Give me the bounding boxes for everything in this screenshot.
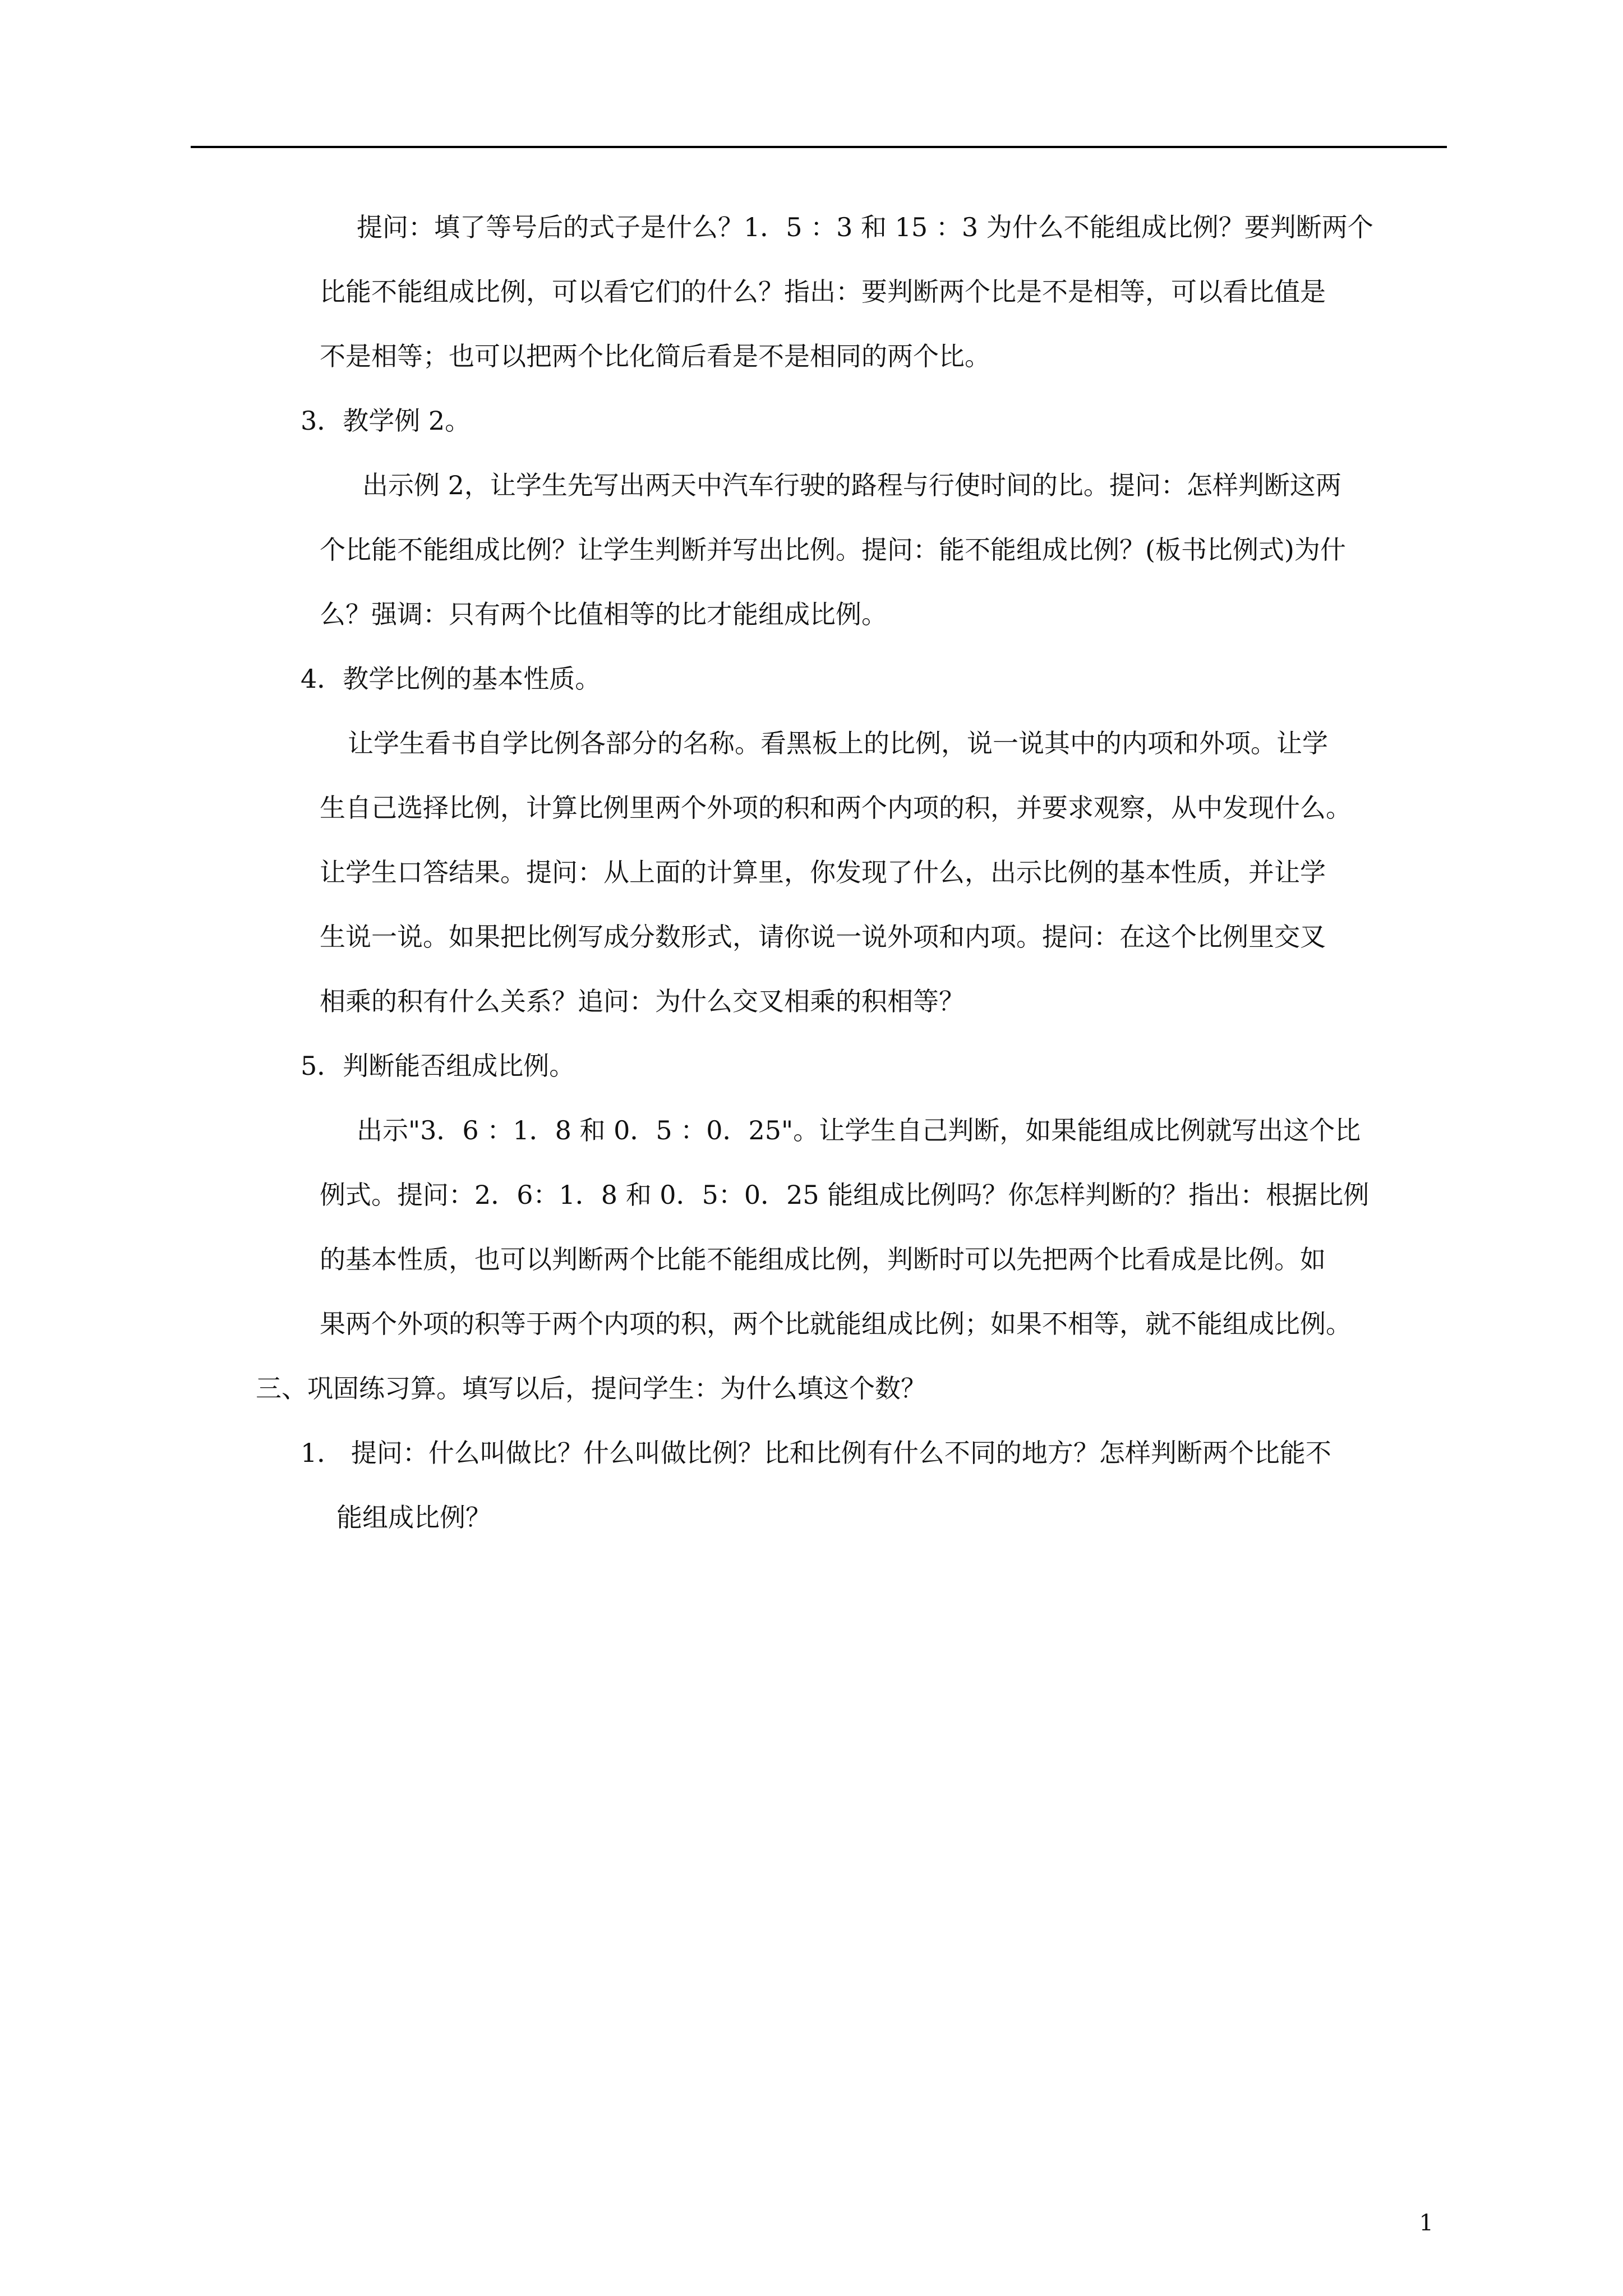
text-line: 三、巩固练习算。填写以后，提问学生：为什么填这个数？ [256, 1373, 926, 1404]
text-line: 出示例 2，让学生先写出两天中汽车行驶的路程与行使时间的比。提问：怎样判断这两 [362, 470, 1341, 500]
text-line: 1． 提问：什么叫做比？什么叫做比例？比和比例有什么不同的地方？怎样判断两个比能不 [301, 1438, 1331, 1468]
text-line: 生说一说。如果把比例写成分数形式，请你说一说外项和内项。提问：在这个比例里交叉 [320, 922, 1326, 952]
text-line: 相乘的积有什么关系？追问：为什么交叉相乘的积相等？ [320, 986, 965, 1016]
text-line: 4．教学比例的基本性质。 [301, 664, 601, 694]
text-line: 让学生看书自学比例各部分的名称。看黑板上的比例，说一说其中的内项和外项。让学 [348, 728, 1328, 758]
text-line: 让学生口答结果。提问：从上面的计算里，你发现了什么，出示比例的基本性质，并让学 [320, 857, 1326, 887]
text-line: 出示"3．6 ：1．8 和 0．5 ：0．25"。让学生自己判断，如果能组成比例就写出这个比 [357, 1115, 1361, 1145]
text-line: 个比能不能组成比例？让学生判断并写出比例。提问：能不能组成比例？(板书比例式)为什 [320, 535, 1346, 565]
header-rule [191, 146, 1447, 148]
text-line: 5．判断能否组成比例。 [301, 1051, 575, 1081]
text-line: 生自己选择比例，计算比例里两个外项的积和两个内项的积，并要求观察，从中发现什么。 [320, 793, 1352, 823]
page-number: 1 [1419, 2210, 1433, 2236]
text-line: 么？强调：只有两个比值相等的比才能组成比例。 [320, 599, 887, 629]
text-line: 的基本性质，也可以判断两个比能不能组成比例，判断时可以先把两个比看成是比例。如 [320, 1244, 1326, 1274]
text-line: 例式。提问：2．6：1．8 和 0．5：0．25 能组成比例吗？你怎样判断的？指出：根据比例 [320, 1180, 1370, 1210]
text-line: 提问：填了等号后的式子是什么？1．5 ：3 和 15 ：3 为什么不能组成比例？要判断两个 [357, 212, 1373, 242]
text-line: 不是相等；也可以把两个比化简后看是不是相同的两个比。 [320, 341, 990, 371]
text-line: 果两个外项的积等于两个内项的积，两个比就能组成比例；如果不相等，就不能组成比例。 [320, 1309, 1352, 1339]
text-line: 能组成比例？ [336, 1502, 491, 1533]
text-line: 3．教学例 2。 [301, 406, 471, 436]
text-line: 比能不能组成比例，可以看它们的什么？指出：要判断两个比是不是相等，可以看比值是 [320, 277, 1326, 307]
